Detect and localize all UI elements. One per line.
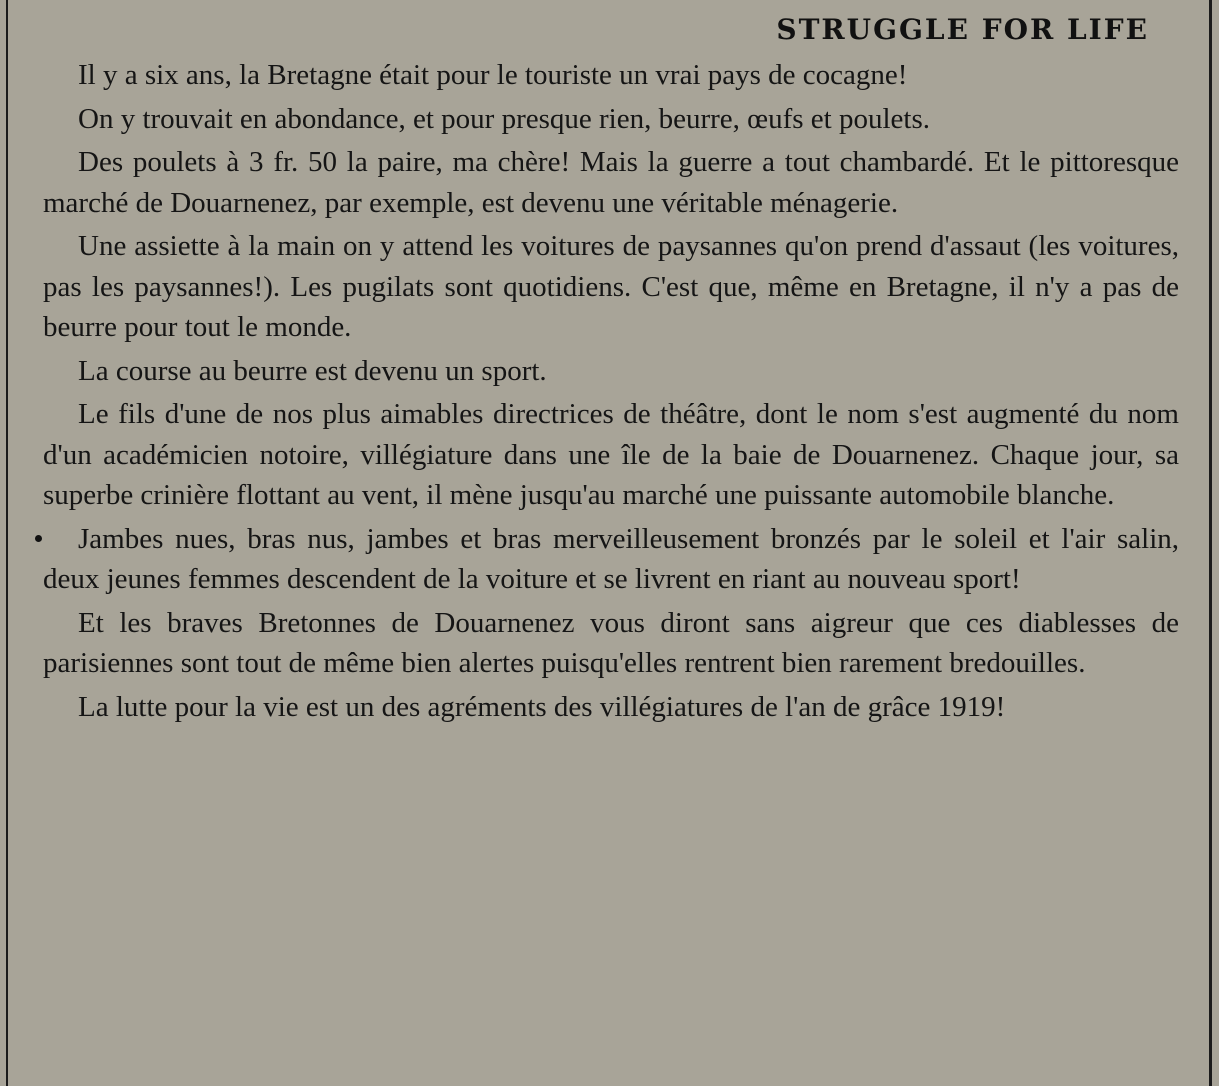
paragraph-7: Jambes nues, bras nus, jambes et bras merveilleusement bronzés par le soleil et l'air salin, deux jeunes femmes descendent de la voiture et se livrent en riant au nouveau sport! bbox=[43, 522, 1179, 595]
article-body bbox=[43, 55, 1179, 730]
right-column-rule bbox=[1209, 0, 1212, 1086]
ink-dot-mark bbox=[35, 535, 42, 542]
left-column-rule bbox=[6, 0, 8, 1086]
paragraph-4: Une assiette à la main on y attend les voitures de paysannes qu'on prend d'assaut (les voitures, pas les paysannes!). Les pugilats sont quotidiens. C'est que, même en Bretagne, il n'y a pas de beurre pour tout le monde. bbox=[43, 230, 1179, 343]
paragraph-3: Des poulets à 3 fr. 50 la paire, ma chère! Mais la guerre a tout chambardé. Et le pittoresque marché de Douarnenez, par exemple, est devenu une véritable ménagerie. bbox=[43, 146, 1179, 219]
paragraph-1: Il y a six ans, la Bretagne était pour le touriste un vrai pays de cocagne! bbox=[78, 59, 908, 91]
paragraph-2: On y trouvait en abondance, et pour presque rien, beurre, œufs et poulets. bbox=[78, 102, 931, 135]
paragraph-5: La course au beurre est devenu un sport. bbox=[78, 354, 547, 387]
article-title: STRUGGLE FOR LIFE bbox=[776, 13, 1149, 46]
paragraph-6: Le fils d'une de nos plus aimables directrices de théâtre, dont le nom s'est augmenté du nom d'un académicien notoire, villégiature dans une île de la baie de Douarnenez. Chaque jour, sa superbe crinière flottant au vent, il mène jusqu'au marché une puissante automobile blanche. bbox=[43, 398, 1179, 511]
paragraph-8: Et les braves Bretonnes de Douarnenez vous diront sans aigreur que ces diablesses de parisiennes sont tout de même bien alertes puisqu'elles rentrent bien rarement bredouilles. bbox=[43, 606, 1179, 679]
paragraph-9: La lutte pour la vie est un des agréments des villégiatures de l'an de grâce 1919! bbox=[78, 690, 1006, 723]
